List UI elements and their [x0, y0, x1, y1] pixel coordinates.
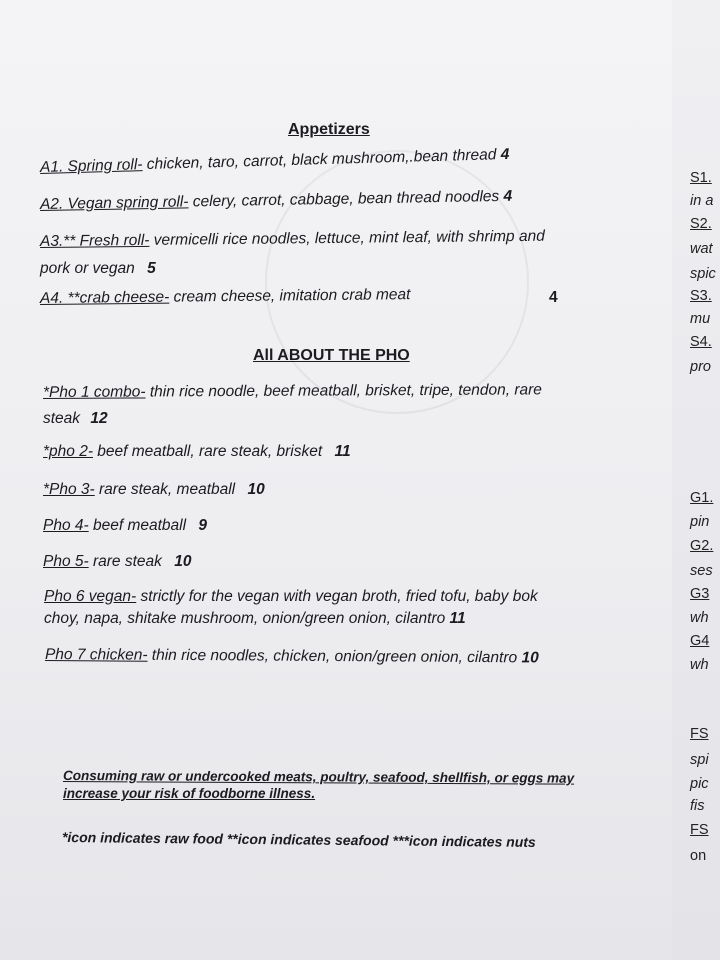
edge-text: spic: [690, 266, 716, 282]
edge-text: pic: [690, 776, 709, 792]
item-price: 4: [503, 187, 513, 205]
edge-text: pro: [690, 359, 711, 375]
menu-item-pho1-line2: [43, 410, 108, 428]
item-desc: thin rice noodle, beef meatball, brisket, tripe, tendon, rare: [145, 381, 542, 401]
item-price: 10: [247, 481, 265, 498]
menu-item-pho7: [45, 646, 539, 667]
edge-text: on: [690, 848, 707, 864]
edge-text: S4.: [690, 334, 712, 350]
item-desc: pork or vegan: [40, 260, 135, 277]
menu-item-a4-price: 4: [549, 289, 558, 306]
appetizers-heading: Appetizers: [288, 121, 370, 138]
edge-text: FS: [690, 726, 709, 742]
item-desc: strictly for the vegan with vegan broth, fried tofu, baby bok: [136, 588, 538, 605]
edge-text: G2.: [690, 538, 714, 554]
pho-heading: All ABOUT THE PHO: [253, 347, 410, 364]
edge-text: G1.: [690, 490, 714, 506]
edge-text: S3.: [690, 288, 712, 304]
item-price: 9: [198, 517, 207, 534]
adjacent-page-edge: [672, 0, 720, 960]
item-desc: choy, napa, shitake mushroom, onion/green onion, cilantro: [44, 610, 446, 627]
item-price: 11: [334, 443, 351, 460]
edge-text: S2.: [690, 216, 712, 232]
item-name: Pho 7 chicken-: [44, 646, 148, 664]
item-price: 10: [521, 649, 539, 667]
item-desc: cream cheese, imitation crab meat: [169, 286, 411, 306]
item-desc: beef meatball: [88, 517, 187, 534]
edge-text: wat: [690, 241, 713, 257]
item-price: 4: [500, 145, 510, 164]
item-price: 5: [147, 260, 156, 277]
menu-item-pho2: [43, 443, 351, 461]
menu-item-a3-line2: [40, 260, 156, 278]
edge-text: ses: [690, 563, 713, 579]
item-desc: celery, carrot, cabbage, bean thread noodles: [188, 187, 500, 211]
edge-text: fis: [690, 798, 705, 814]
item-desc: vermicelli rice noodles, lettuce, mint leaf, with shrimp and: [149, 227, 545, 249]
edge-text: spi: [690, 752, 709, 768]
edge-text: wh: [690, 657, 709, 673]
item-name: *pho 2-: [43, 443, 93, 460]
icon-legend: *icon indicates raw food **icon indicates seafood ***icon indicates nuts: [61, 829, 536, 850]
item-name: A2. Vegan spring roll-: [39, 193, 189, 213]
item-desc: rare steak, meatball: [94, 481, 236, 498]
edge-text: pin: [690, 514, 710, 530]
edge-text: G4: [690, 633, 710, 649]
item-name: A3.** Fresh roll-: [39, 231, 150, 250]
edge-text: mu: [690, 311, 711, 327]
edge-text: wh: [690, 610, 709, 626]
foodborne-warning-line2: increase your risk of foodborne illness.: [63, 786, 316, 801]
item-price: 10: [174, 553, 192, 570]
item-desc: chicken, taro, carrot, black mushroom,.bean thread: [142, 146, 497, 174]
menu-item-pho6-line2: [44, 610, 466, 628]
edge-text: G3: [690, 586, 710, 602]
menu-item-pho1: [43, 381, 542, 402]
item-desc: steak: [43, 410, 81, 427]
item-desc: thin rice noodles, chicken, onion/green onion, cilantro: [147, 646, 518, 667]
menu-item-pho4: [43, 517, 207, 535]
menu-item-pho5: [43, 553, 191, 571]
edge-text: in a: [690, 193, 714, 209]
item-price: 11: [449, 610, 466, 627]
item-name: Pho 4-: [43, 517, 89, 534]
item-desc: beef meatball, rare steak, brisket: [92, 443, 323, 460]
item-name: Pho 6 vegan-: [44, 588, 137, 605]
item-name: A1. Spring roll-: [39, 156, 143, 176]
item-name: Pho 5-: [43, 553, 89, 570]
edge-text: S1.: [690, 170, 712, 186]
menu-item-pho3: [43, 481, 265, 499]
edge-text: FS: [690, 822, 709, 838]
item-name: A4. **crab cheese-: [39, 288, 170, 307]
item-name: *Pho 3-: [43, 481, 95, 498]
foodborne-warning-line1: Consuming raw or undercooked meats, poultry, seafood, shellfish, or eggs may: [62, 768, 575, 786]
item-price: 12: [90, 410, 108, 427]
item-desc: rare steak: [88, 553, 162, 570]
menu-item-pho6: [44, 588, 538, 606]
item-name: *Pho 1 combo-: [42, 383, 146, 401]
